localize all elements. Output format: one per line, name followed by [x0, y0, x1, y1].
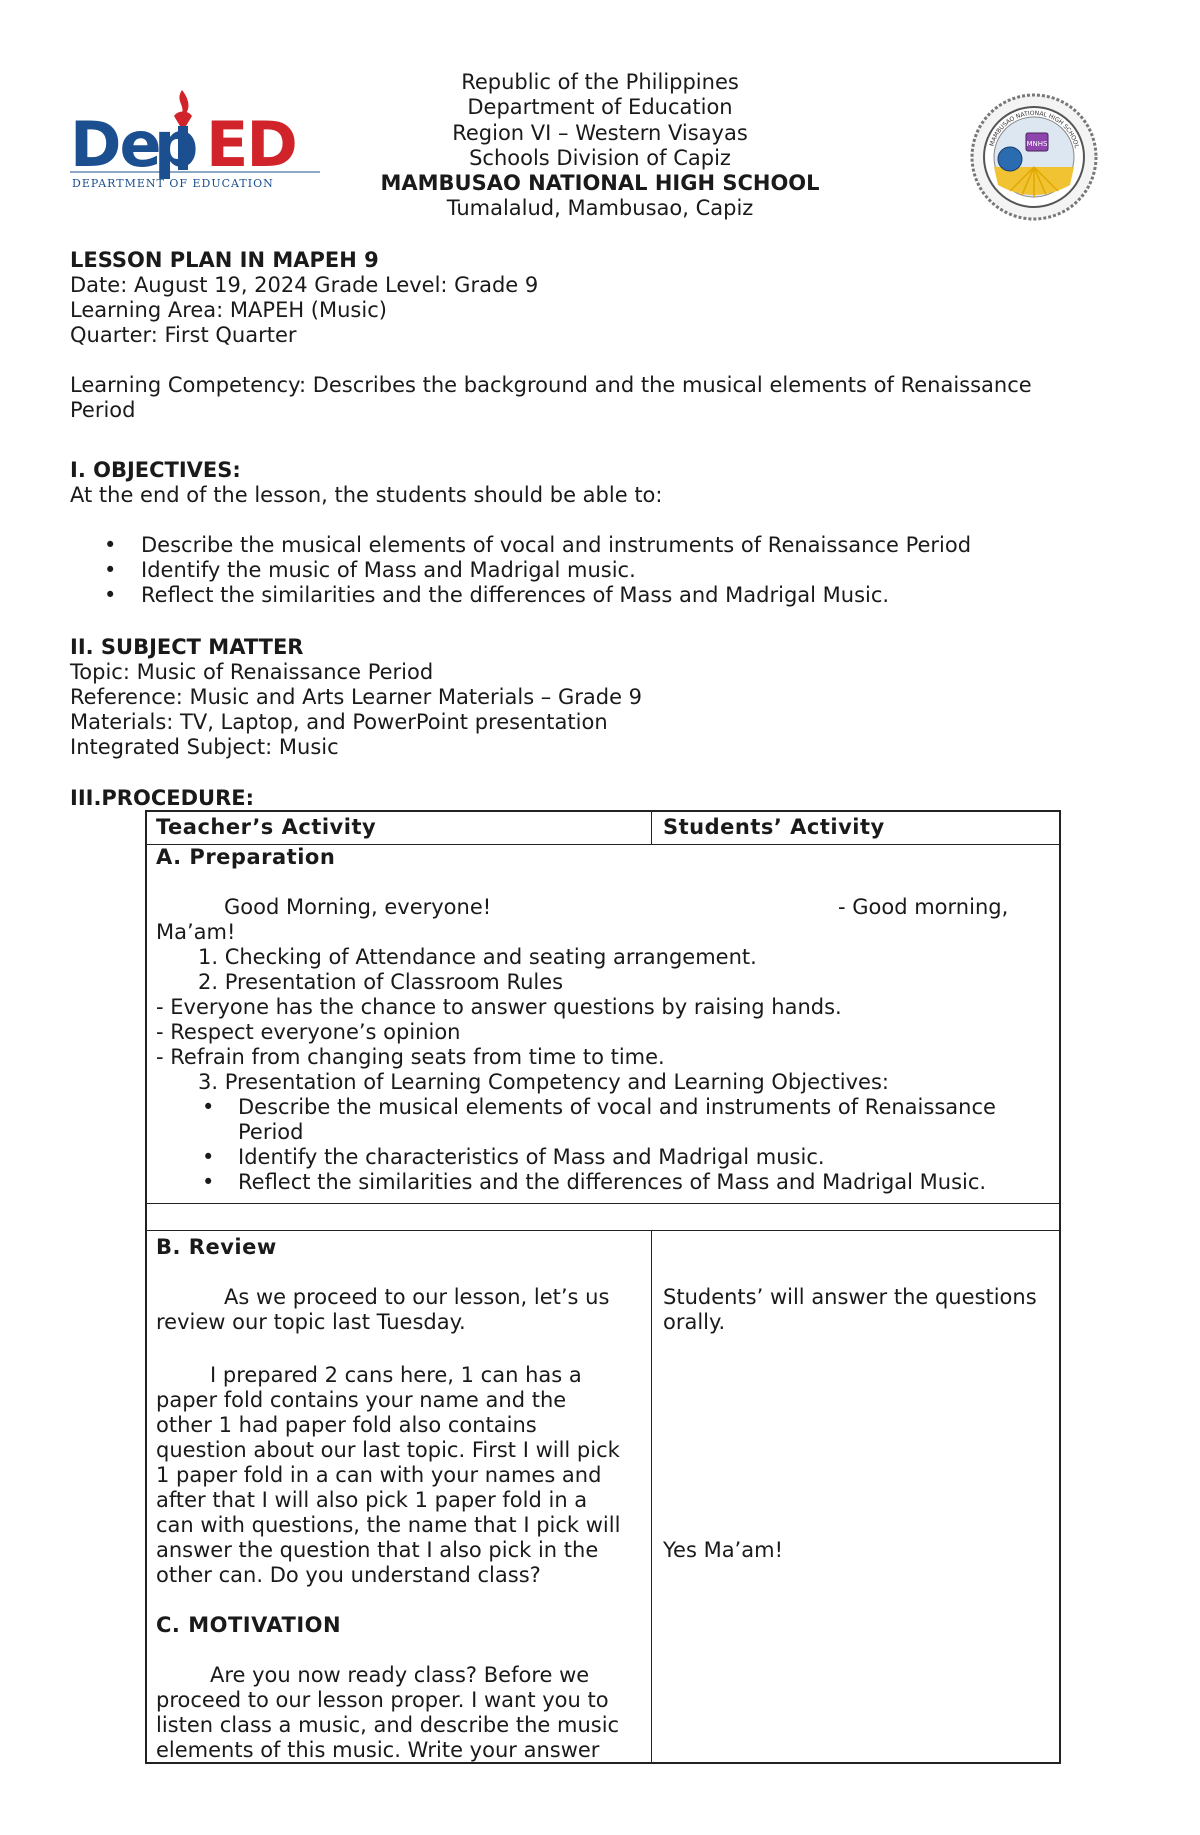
prep-objective-text-cont: Period: [238, 1120, 304, 1144]
objectives-section: [70, 458, 1100, 608]
lesson-info: [70, 248, 1100, 348]
prep-objective-item: • Reflect the similarities and the differences of Mass and Madrigal Music.: [156, 1170, 1051, 1195]
header-line-region: Region VI – Western Visayas: [452, 120, 748, 145]
school-name: MAMBUSAO NATIONAL HIGH SCHOOL: [380, 171, 820, 196]
prep-objectives-list: [156, 1095, 1051, 1195]
classroom-rule: - Everyone has the chance to answer questions by raising hands.: [156, 995, 842, 1019]
table-border-left: [145, 810, 147, 1764]
table-row-divider: [145, 1203, 1061, 1204]
svg-text:De: De: [70, 108, 160, 181]
objective-item: • Describe the musical elements of vocal and instruments of Renaissance Period: [70, 533, 1100, 558]
deped-logo: [70, 86, 332, 194]
prep-objective-item: [156, 1095, 1051, 1145]
review-teacher-instructions: 1 paper fold in a can with your names and: [156, 1463, 602, 1487]
lesson-learning-area: Learning Area: MAPEH (Music): [70, 298, 387, 322]
prep-step-competency: 3. Presentation of Learning Competency and Learning Objectives:: [198, 1070, 889, 1094]
review-teacher-instructions: question about our last topic. First I will pick: [156, 1438, 620, 1462]
review-teacher-instructions: can with questions, the name that I pick will: [156, 1513, 621, 1537]
review-teacher-instructions: after that I will also pick 1 paper fold in a: [156, 1488, 588, 1512]
subject-topic: Topic: Music of Renaissance Period: [70, 660, 434, 684]
objectives-heading: I. OBJECTIVES:: [70, 458, 241, 482]
student-greeting-reply-cont: Ma’am!: [156, 920, 236, 944]
lesson-title: LESSON PLAN IN MAPEH 9: [70, 248, 379, 272]
motivation-heading: C. MOTIVATION: [156, 1613, 342, 1637]
col-header-teacher: Teacher’s Activity: [156, 815, 377, 839]
review-teacher-text: review our topic last Tuesday.: [156, 1310, 466, 1334]
objective-item: • Reflect the similarities and the differences of Mass and Madrigal Music.: [70, 583, 1100, 608]
document-header: [300, 70, 900, 222]
review-heading: B. Review: [156, 1235, 277, 1259]
subject-integrated: Integrated Subject: Music: [70, 735, 339, 759]
table-column-divider: [651, 1230, 652, 1764]
review-teacher-text: As we proceed to our lesson, let’s us: [224, 1285, 610, 1309]
teacher-greeting: Good Morning, everyone!: [224, 895, 492, 919]
prep-step-attendance: 1. Checking of Attendance and seating arrangement.: [198, 945, 757, 969]
motivation-teacher-text: proceed to our lesson proper. I want you to: [156, 1688, 609, 1712]
prep-step-rules: 2. Presentation of Classroom Rules: [198, 970, 564, 994]
table-border-right: [1059, 810, 1061, 1764]
review-students-reply: Yes Ma’am!: [663, 1538, 783, 1562]
lesson-quarter: Quarter: First Quarter: [70, 323, 297, 347]
review-students-text: orally.: [663, 1310, 726, 1334]
header-line-republic: Republic of the Philippines: [461, 70, 739, 94]
school-seal: [970, 93, 1098, 221]
review-teacher-instructions: paper fold contains your name and the: [156, 1388, 567, 1412]
review-students-cell: [663, 1285, 1053, 1335]
classroom-rule: - Respect everyone’s opinion: [156, 1020, 461, 1044]
learning-competency: Learning Competency: Describes the background and the musical elements of Renaissance Period: [70, 373, 1032, 422]
objectives-list: [70, 533, 1100, 608]
header-line-department: Department of Education: [467, 95, 733, 120]
prep-objective-text: Describe the musical elements of vocal and instruments of Renaissance: [238, 1095, 996, 1119]
objective-item: • Identify the music of Mass and Madrigal music.: [70, 558, 1100, 583]
prep-objective-item: • Identify the characteristics of Mass and Madrigal music.: [156, 1145, 1051, 1170]
table-row-divider: [145, 1230, 1061, 1231]
school-seal-text: MAMBUSAO NATIONAL HIGH SCHOOL: [988, 109, 1080, 149]
subject-matter-section: [70, 635, 1100, 760]
table-border-top: [145, 810, 1061, 812]
student-greeting-reply: - Good morning,: [838, 895, 1009, 919]
motivation-teacher-text: elements of this music. Write your answer: [156, 1738, 600, 1762]
motivation-teacher-text: Are you now ready class? Before we: [210, 1663, 590, 1687]
subject-materials: Materials: TV, Laptop, and PowerPoint presentation: [70, 710, 608, 734]
deped-logo-subtext: DEPARTMENT OF EDUCATION: [72, 177, 274, 190]
review-teacher-instructions: answer the question that I also pick in the: [156, 1538, 599, 1562]
subject-reference: Reference: Music and Arts Learner Materials – Grade 9: [70, 685, 643, 709]
subject-matter-heading: II. SUBJECT MATTER: [70, 635, 304, 659]
svg-text:MNHS: MNHS: [1026, 140, 1048, 148]
motivation-teacher-text: listen class a music, and describe the music: [156, 1713, 620, 1737]
review-teacher-cell: [156, 1235, 646, 1763]
review-teacher-instructions: other 1 had paper fold also contains: [156, 1413, 537, 1437]
school-address: Tumalalud, Mambusao, Capiz: [446, 196, 754, 221]
classroom-rule: - Refrain from changing seats from time to time.: [156, 1045, 665, 1069]
svg-text:ED: ED: [206, 108, 296, 181]
procedure-table: [145, 810, 1061, 1764]
svg-text:p: p: [154, 108, 199, 181]
header-line-division: Schools Division of Capiz: [469, 145, 731, 170]
procedure-heading: III.PROCEDURE:: [70, 786, 254, 810]
preparation-heading: A. Preparation: [156, 845, 336, 869]
review-teacher-instructions: I prepared 2 cans here, 1 can has a: [210, 1363, 582, 1387]
review-students-text: Students’ will answer the questions: [663, 1285, 1037, 1309]
review-teacher-instructions: other can. Do you understand class?: [156, 1563, 541, 1587]
objectives-intro: At the end of the lesson, the students should be able to:: [70, 483, 663, 507]
preparation-cell: [156, 845, 1051, 1195]
col-header-students: Students’ Activity: [663, 815, 885, 839]
lesson-date-grade: Date: August 19, 2024 Grade Level: Grade 9: [70, 273, 539, 297]
table-column-divider: [651, 810, 652, 845]
